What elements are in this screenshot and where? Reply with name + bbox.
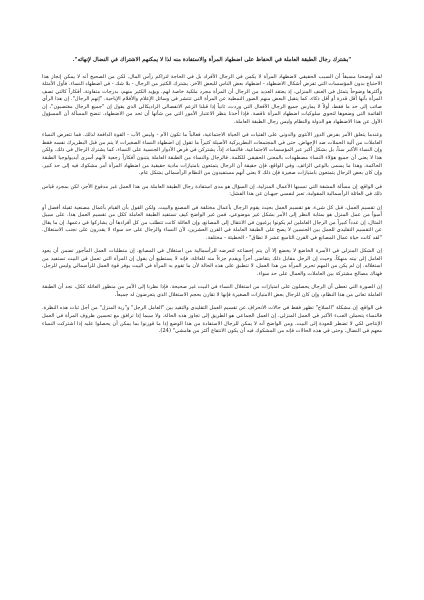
paragraph-1: لقد أوضحنا مسبقاً أن السبب الحقيقي لاضطهاد المرأة لا يكمن في الرجال الأفراد بل في الحاجة لتراكم رأس المال. لكن من الصحيح أنه لا يمكن إنجاز هذا الاحتياج بدون المؤسسات التي تفرض أشكال الاضطهاد - اضطهاد بعض الناس للبعض الآخر. يشترك الكثير من الرجال - بلا شك - في اضطهاد النساء. فأول الأمثلة وأكثرها وضوحاً يتمثل في العنف المنزلي. إذ يعتقد العديد من الرجال أن المرأة مجرد ملكية خاصة لهم. ويؤيد الكثير منهم، بدرجات متفاوتة، أفكاراً كالتي تصف المرأة بأنها أقل قدرة أو أقل ذكاء، كما يتقبل البعض منهم الصور النمطية عن المرأة التي تنتشر في وسائل الإعلام والأفلام الإباحية. "إنهم الرجال". إن هذا الرأي صائب إلى حد ما فقط، أولاً لا يمارس جميع الرجال الأفعال التي وردت، ثانياً إذا قبلنا الزعم الانفصالي الراديكالي الذي يقول إن "جميع الرجال مغتصبون"، إن القائمة التي وضعوها لتحوي سلوكيات اضطهاد المرأة ناقصة. فإذا أخذنا بنظر الاعتبار الأمور التي من شأنها أن تحد من الاضطهاد. تنضح المسألة أن المسؤول الأول عن هذا الاضطهاد هو الدولة والنظام وليس رجال الطبقة العاملة.	[42, 73, 382, 125]
paragraph-7: في الواقع، إن مشكلة "السلاح" تظهر فقط في حالات الانحراف عن تقسيم العمل التقليدي والتقيد بين "العامل الرجل" و"ربة المنزل" من أجل ثبات هذه النظرة. فالنساء يتحملن العبء الأكبر في العمل المنزلي. إن العمل الجماعي هو الطريق إلى تجاوز هذه الحالة. ولا سيما إذا ترافق مع تحسين ظروف المرأة في العمل الإنتاجي لكي لا تضطر للعودة إلى البيت. ومن الواضح أنه لا يمكن للرجال الاستفادة من هذا الوضع إذا ما قورنوا بما يمكن أن يحصلوا عليه إذا اشتركت النساء معهم في النضال. وحتى في هذه الحالات فإنه من المشكوك فيه أن يكون الانتفاع أكثر من هامشي" (24).	[42, 305, 382, 335]
paragraph-5: إن الشكل المنزلي في الأسرة الخاضع لا يخضع إلا أن يتم إخضاعه لتعرضه للرأسمالية من استغلال في المصانع. إن متطلبات العمل المأجور تضمن أن يعود العامل إلى بيته منهكاً. وحيث إن الرجل مقابل ذلك يتقاضى أجراً ويقدم جزءاً منه للعائلة، فإنه لا يستطيع أن يقول إن المرأة التي تعمل في البيت تستفيد من استغلاله. إن لم يكن من المهم تحرير المرأة من هذا العمل، لا تنطبق على هذه الحالة لأن ما تقوم به المرأة في البيت يوفر قوة العمل للرأسمالي وليس للرجل، فهناك مصالح مشتركة بين العاملات والعمال على حد سواء.	[42, 248, 382, 277]
paragraph-6: إن الصورة التي تعطي أن الرجال يحصلون على امتيازات من استغلال النساء في البيت غير صحيحة. فإذا نظرنا إلى الأمر من منظور العائلة ككل، نجد أن الطبقة العاملة تعاني من هذا النظام، وإن كان للرجال بعض الامتيازات الصغيرة فإنها لا تقارن بحجم الاستغلال الذي يتعرضون له جميعاً.	[42, 284, 382, 298]
paragraph-4: إن تقسيم العمل، قبل كل شيء، هو تقسيم العمل بحيث يقوم الرجال بأعمال مختلفة في المصنع والبيت. ولكن القول بأن القيام بأعمال مصنعية ثقيلة أفضل أو أسوأ من عمل المنزل هو بمثابة النظر إلى الأمر بشكل غير موضوعي. فمن غير الواضح كيف تستفيد الطبقة العاملة ككل من تقسيم العمل هذا. على سبيل المثال، إن عدداً كبيراً من الرجال العاملين لم يكونوا يرغبون في الانتقال إلى المصانع، وإن العائلة كانت تتطلب من كل أفرادها أن يشاركوا في دعمها. إن ما يقال عن التقسيم التقليدي للعمل بين الجنسين لا يصح على الطبقة العاملة في القرن العشرين، لأن النساء والرجال على حد سواء لا يقدرون على تجنب الاستغلال. "لقد كانت حياة عمال المصانع في القرن التاسع عشر لا تطاق" - الخطيئة - مختلفة.	[42, 204, 382, 241]
paragraph-2: وعندما يتعلق الأمر بفرض الدور الأنثوي والدوني على الفتيات في الحياة الاجتماعية، فغالباً ما تكون الأم - وليس الأب - القوة الدافعة لذلك. فما تتعرض النساء العاملات من آلية الحملات ضد الإجهاض. حتى في المجتمعات البطريركية الأصيلة كثيراً ما تقول إن اضطهاد النساء الصغيرات لا يتم من قبل البطريرك نفسه فقط وإن النساء الأكبر سناً، بل بشكل أكبر عبر المؤسسات الاجتماعية. فالنساء، إذاً، يشتركن في فرض الأدوار الجنسية على النساء، كما يشترك الرجال في ذلك. ولكن هذا لا يعني أن جميع هؤلاء النساء مضطهِدات بالمعنى الحقيقي للكلمة. فالرجال والنساء من الطبقة العاملة يتبنون أفكاراً رجعية لأنهم أسرى أيديولوجيا الطبقة الحاكمة، وهذا ما يسمى بالوعي الزائف. وفي الواقع، فإن حقيقة أن الرجال يتمتعون بامتيازات مادية حقيقية من اضطهاد المرأة أمر مشكوك فيه إلى حد كبير. وإن كان بعض الرجال يتمتعون بامتيازات صغيرة فإن ذلك لا يعني أنهم مستفيدون من النظام الرأسمالي بشكل عام.	[42, 132, 382, 177]
paragraph-3: في الواقع، إن مسألة المشقة التي تسببها الأعمال المنزلية. إن السؤال هو مدى استفادة رجال الطبقة العاملة من هذا العمل غير مدفوع الأجر، لكن بمجرد قياس ذلك في العائلة الرأسمالية المقولبة، تعبر لنفسي جيهـان عن هذا الفشل:	[42, 183, 382, 198]
section-heading: "بشترك رجال الطبقة العاملة في الحفاظ على اضطهاد المرأة والاستفادة منه لذا لا يمكنهم الاشتراك في النضال لإنهائه".	[72, 57, 352, 63]
